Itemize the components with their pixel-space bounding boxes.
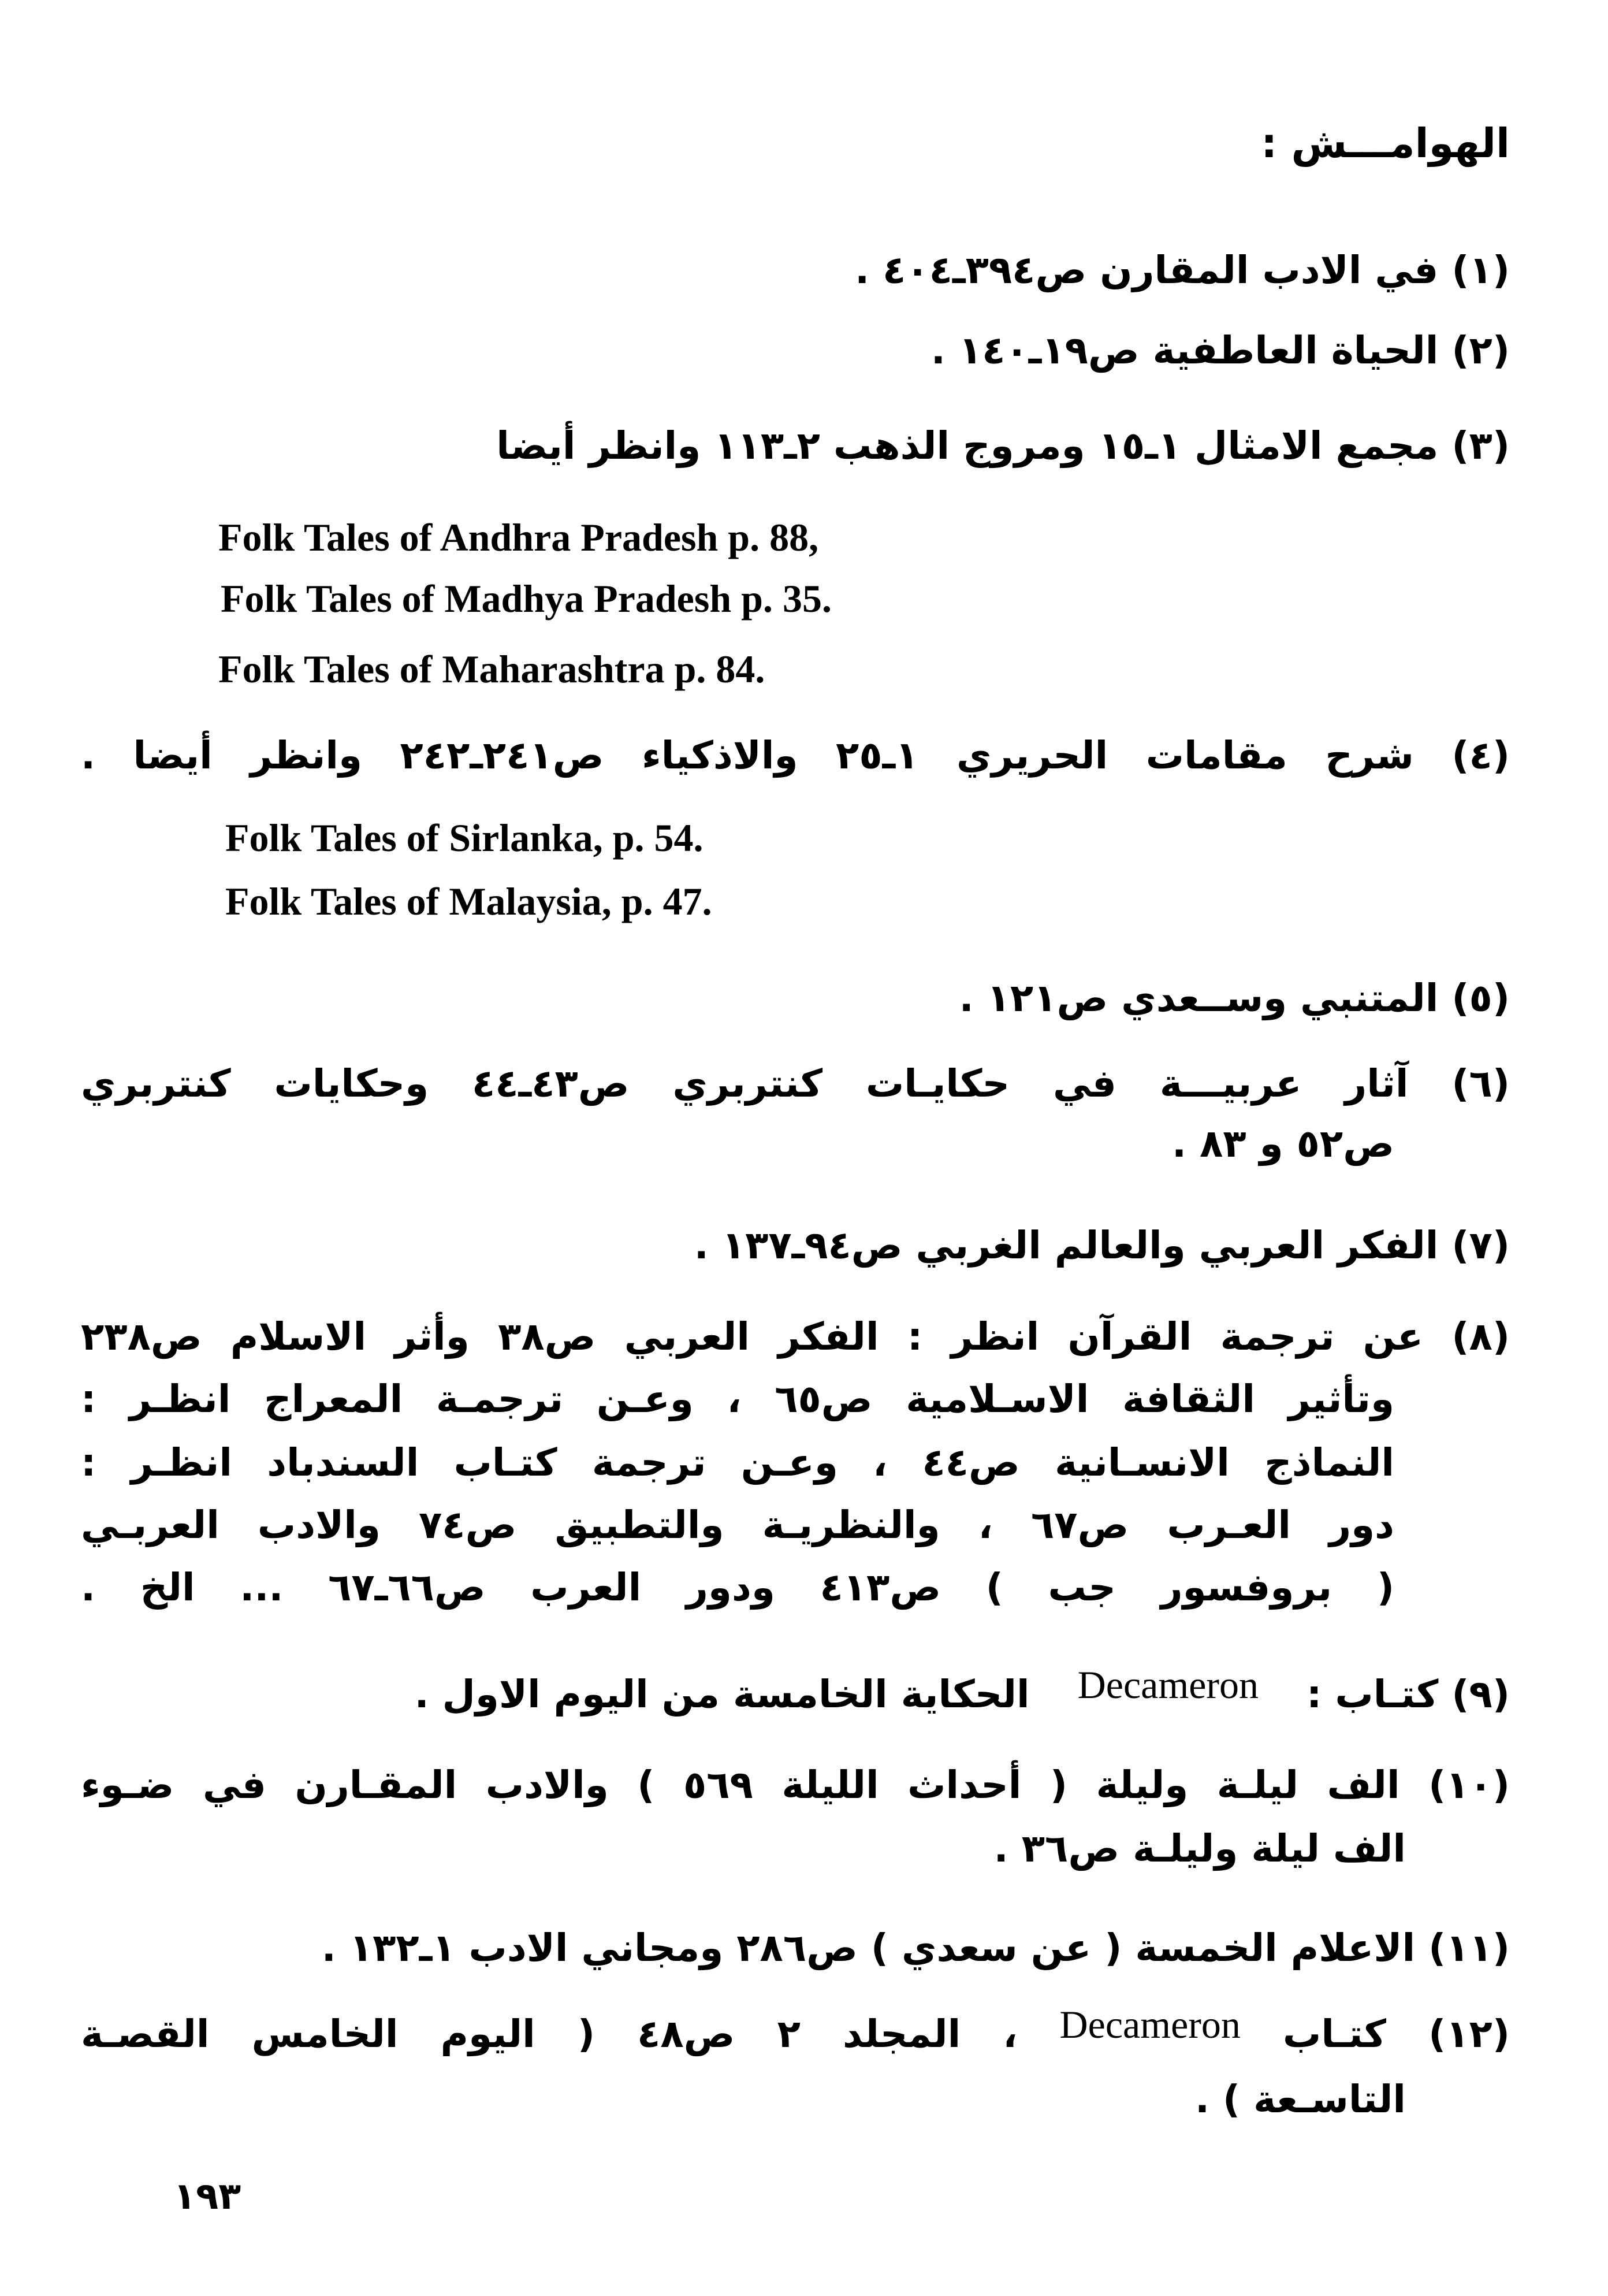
footnote-11: (١١) الاعلام الخمسة ( عن سعدي ) ص٢٨٦ ومجاني الادب ١ـ١٣٢ . [321, 1926, 1510, 1970]
footnote-7: (٧) الفكر العربي والعالم الغربي ص٩٤ـ١٣٧ . [694, 1223, 1510, 1268]
footnote-12-line-2: التاسـعة ) . [1194, 2077, 1406, 2122]
footnote-10-line-1: (١٠) الف ليلـة وليلة ( أحداث الليلة ٥٦٩ ) والادب المقـارن في ضـوء [81, 1763, 1510, 1807]
footnote-3-ref-3: Folk Tales of Maharashtra p. 84. [218, 647, 765, 691]
footnote-4-ref-2: Folk Tales of Malaysia, p. 47. [225, 879, 712, 923]
footnote-9-title: Decameron [1077, 1663, 1259, 1707]
footnote-12-suffix: ، المجلد ٢ ص٤٨ ( اليوم الخامس القصـة [81, 2012, 1018, 2056]
footnote-3-ref-1: Folk Tales of Andhra Pradesh p. 88, [218, 515, 819, 559]
footnote-9 [415, 1665, 1510, 1723]
footnote-9-prefix: (٩) كتـاب : [1306, 1672, 1510, 1717]
footnote-8-line-2: وتأثير الثقافة الاسـلامية ص٦٥ ، وعـن ترجمـة المعراج انظـر : [81, 1377, 1394, 1421]
footnote-9-suffix: الحكاية الخامسة من اليوم الاول . [414, 1672, 1030, 1717]
footnote-4: (٤) شرح مقامات الحريري ١ـ٢٥ والاذكياء ص٢٤١ـ٢٤٢ وانظر أيضا . [81, 733, 1510, 778]
footnote-3: (٣) مجمع الامثال ١ـ١٥ ومروج الذهب ٢ـ١١٣ وانظر أيضا [496, 423, 1510, 468]
footnote-8-line-4: دور العـرب ص٦٧ ، والنظريـة والتطبيق ص٧٤ والادب العربـي [81, 1503, 1394, 1547]
page-number: ١٩٣ [173, 2175, 241, 2218]
footnote-3-ref-2: Folk Tales of Madhya Pradesh p. 35. [221, 577, 832, 621]
footnote-12-title: Decameron [1059, 2003, 1241, 2046]
footnote-12-prefix: (١٢) كتـاب [1283, 2012, 1510, 2056]
page-heading: الهوامـــش : [1261, 120, 1510, 167]
footnote-4-ref-1: Folk Tales of Sirlanka, p. 54. [225, 816, 704, 860]
footnote-6-line-1: (٦) آثار عربيـــة في حكايـات كنتربري ص٤٣ـ٤٤ وحكايات كنتربري [81, 1061, 1510, 1106]
footnote-2: (٢) الحياة العاطفية ص١٩ـ١٤٠ . [930, 328, 1510, 373]
footnote-8-line-1: (٨) عن ترجمة القرآن انظر : الفكر العربي ص٣٨ وأثر الاسلام ص٢٣٨ [81, 1314, 1510, 1359]
footnote-8-line-3: النماذج الانسـانية ص٤٤ ، وعـن ترجمة كتـاب السندباد انظـر : [81, 1440, 1394, 1485]
footnote-8-line-5: ( بروفسور جب ) ص٤١٣ ودور العرب ص٦٦ـ٦٧ ... الخ . [81, 1565, 1395, 1610]
footnote-12-line-1 [81, 2005, 1510, 2063]
footnote-1: (١) في الادب المقارن ص٣٩٤ـ٤٠٤ . [855, 248, 1510, 292]
footnote-6-line-2: ص٥٢ و ٨٣ . [1172, 1121, 1394, 1166]
footnote-10-line-2: الف ليلة وليلـة ص٣٦ . [993, 1826, 1406, 1871]
footnote-5: (٥) المتنبي وســعدي ص١٢١ . [959, 976, 1510, 1020]
